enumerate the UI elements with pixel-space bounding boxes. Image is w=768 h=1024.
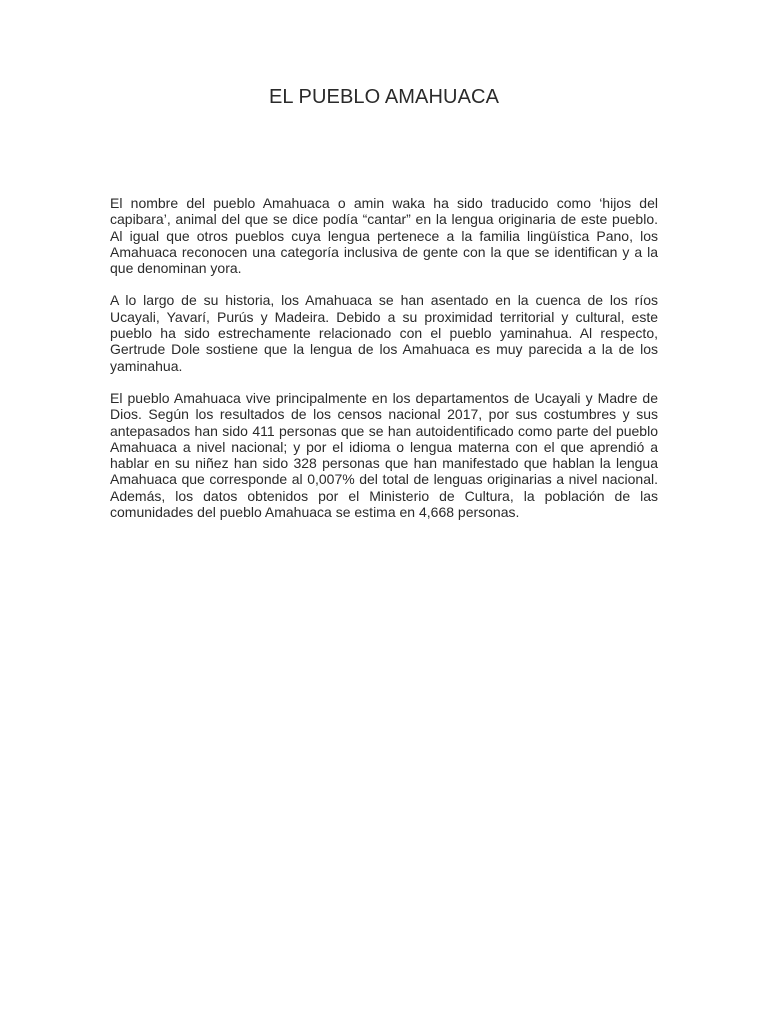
paragraph-population: El pueblo Amahuaca vive principalmente en los departamentos de Ucayali y Madre de Dios. Según los resultados de los censos nacional 2017, por sus costumbres y sus antepasados han sido 411 personas que se han autoidentificado como parte del pueblo Amahuaca a nivel nacional; y por el idioma o lengua materna con el que aprendió a hablar en su niñez han sido 328 personas que han manifestado que hablan la lengua Amahuaca que corresponde al 0,007% del total de lenguas originarias a nivel nacional. Además, los datos obtenidos por el Ministerio de Cultura, la población de las comunidades del pueblo Amahuaca se estima en 4,668 personas. — [110, 389, 658, 521]
paragraph-history: A lo largo de su historia, los Amahuaca se han asentado en la cuenca de los ríos Ucayali, Yavarí, Purús y Madeira. Debido a su proximidad territorial y cultural, este pueblo ha sido estrechamente relacionado con el pueblo yaminahua. Al respecto, Gertrude Dole sostiene que la lengua de los Amahuaca es muy parecida a la de los yaminahua. — [110, 292, 658, 374]
document-title: EL PUEBLO AMAHUACA — [268, 86, 500, 108]
document-body — [110, 195, 658, 536]
paragraph-names: El nombre del pueblo Amahuaca o amin waka ha sido traducido como ‘hijos del capibara’, animal del que se dice podía “cantar” en la lengua originaria de este pueblo. Al igual que otros pueblos cuya lengua pertenece a la familia lingüística Pano, los Amahuaca reconocen una categoría inclusiva de gente con la que se identifican y a la que denominan yora. — [110, 195, 658, 277]
